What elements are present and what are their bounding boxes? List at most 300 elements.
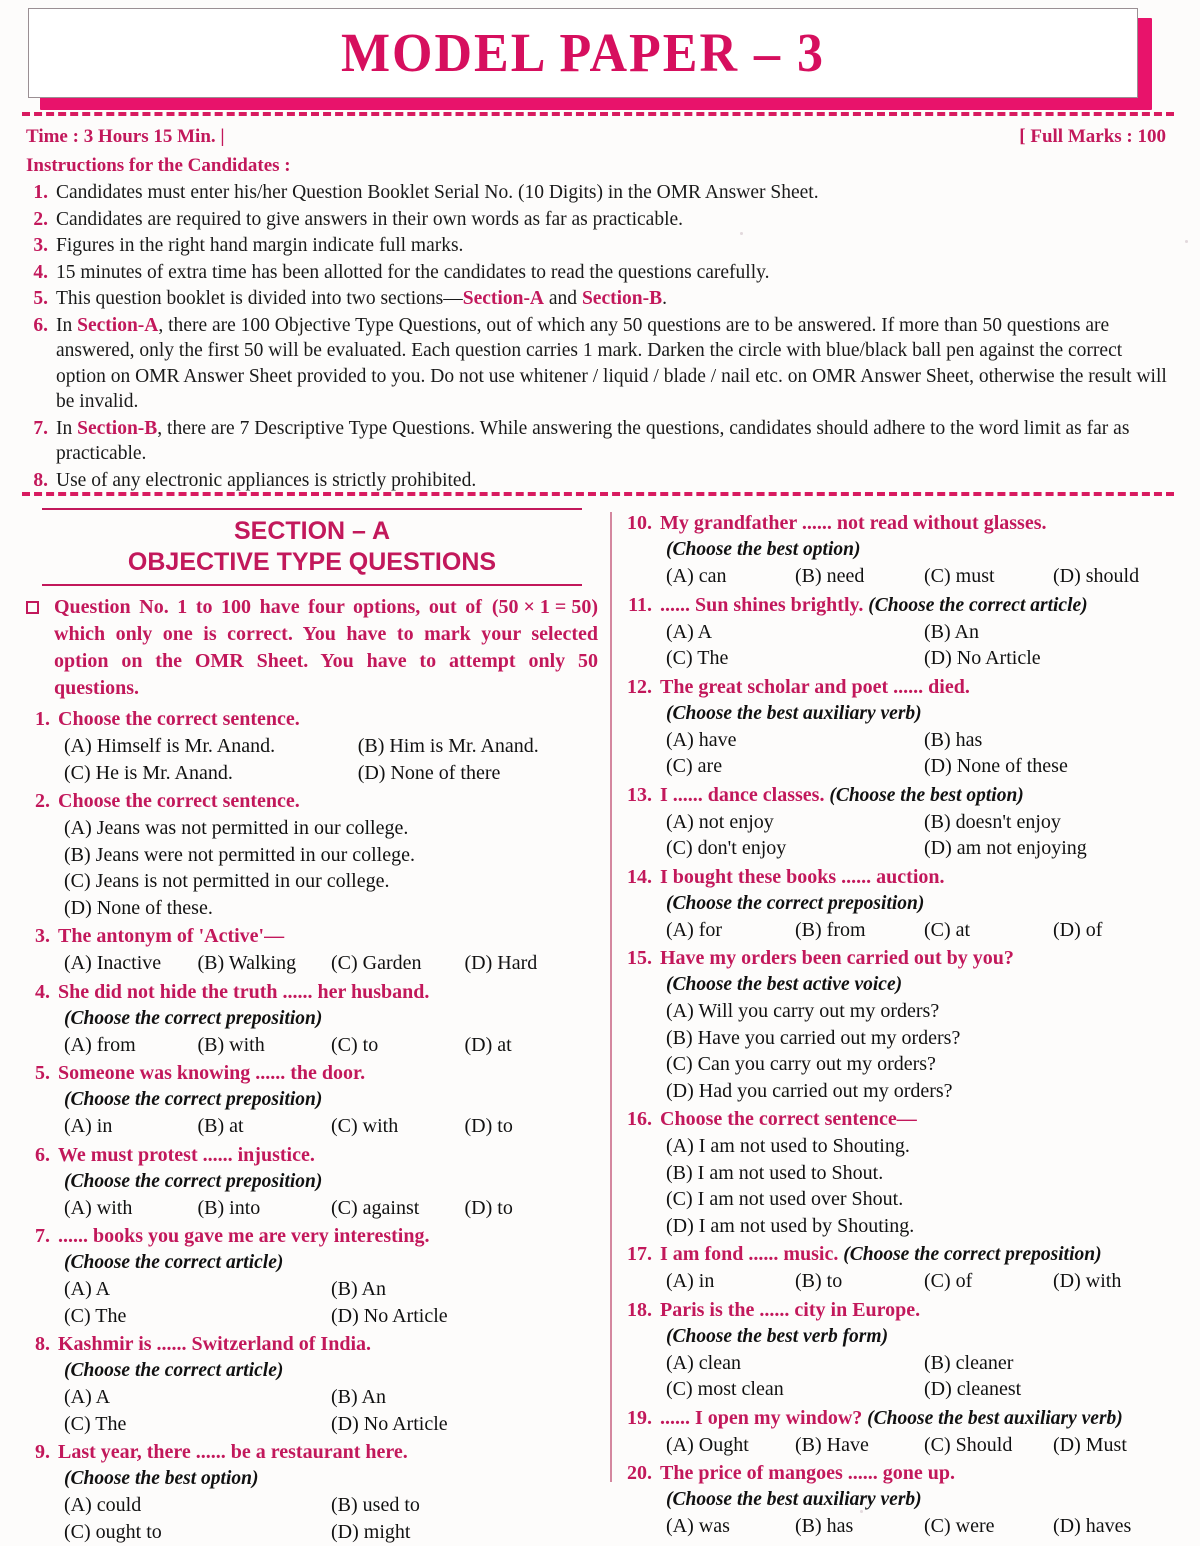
option[interactable]: (D) to (464, 1196, 513, 1219)
option[interactable]: (C) were (924, 1515, 995, 1537)
option-row (64, 842, 598, 869)
option[interactable]: (B) at (197, 1115, 244, 1137)
option[interactable]: (C) I am not used over Shout. (666, 1188, 904, 1210)
question-item (622, 782, 1182, 862)
question-item (20, 923, 598, 977)
option-group (660, 563, 1182, 590)
option[interactable]: (A) Himself is Mr. Anand. (64, 735, 276, 757)
option[interactable]: (B) Jeans were not permitted in our college. (64, 843, 415, 866)
option-group (58, 1492, 598, 1545)
question-item (622, 1460, 1182, 1540)
option-group (660, 1432, 1182, 1459)
option-row (64, 760, 598, 787)
question-instruction-inline: (Choose the best option) (824, 784, 1024, 806)
title-box (28, 8, 1138, 98)
question-body (58, 1223, 598, 1329)
question-number: 17. (627, 1243, 652, 1265)
option-row (64, 950, 598, 977)
question-item (622, 864, 1182, 944)
question-item (20, 1439, 598, 1545)
question-stem: Last year, there ...... be a restaurant here. (58, 1441, 408, 1463)
option-row (666, 917, 1182, 944)
question-number: 6. (35, 1143, 50, 1166)
option[interactable]: (A) A (64, 1278, 111, 1300)
question-number: 8. (35, 1333, 50, 1355)
option[interactable]: (B) has (795, 1515, 854, 1537)
option-group (660, 1350, 1182, 1403)
instruction-item (30, 313, 1170, 415)
question-stem: Someone was knowing ...... the door. (58, 1062, 366, 1084)
question-body (58, 1060, 598, 1140)
question-instruction-inline: (Choose the best auxiliary verb) (862, 1407, 1123, 1429)
question-stem: I bought these books ...... auction. (660, 865, 945, 888)
question-number: 11. (628, 593, 652, 616)
option[interactable]: (C) The (64, 1304, 127, 1327)
question-number: 20. (627, 1462, 652, 1484)
option[interactable]: (C) are (666, 755, 723, 777)
option[interactable]: (C) must (924, 565, 995, 587)
option-group (58, 1276, 598, 1329)
option-row (666, 563, 1182, 590)
question-number: 3. (35, 925, 50, 947)
option[interactable]: (C) The (666, 647, 729, 669)
bullet-square-icon (26, 594, 54, 619)
question-text (58, 788, 598, 815)
question-body (58, 706, 598, 786)
scan-speck (860, 1510, 863, 1513)
option[interactable]: (C) He is Mr. Anand. (64, 761, 233, 784)
option-row (666, 1213, 1182, 1240)
question-item (622, 945, 1182, 1104)
question-text (58, 979, 598, 1006)
instruction-number: 6. (33, 314, 48, 336)
option[interactable]: (A) clean (666, 1351, 741, 1374)
question-text (660, 674, 1182, 701)
instruction-number: 5. (33, 288, 48, 309)
question-body (660, 1460, 1182, 1540)
section-preamble (26, 594, 598, 702)
option[interactable]: (D) at (464, 1033, 512, 1056)
instruction-item (30, 207, 1170, 233)
option[interactable]: (A) Jeans was not permitted in our college. (64, 817, 409, 839)
instruction-number: 2. (33, 208, 48, 230)
option-row (64, 733, 598, 760)
instruction-number: 4. (33, 261, 48, 283)
question-stem: The antonym of 'Active'— (58, 925, 285, 947)
question-item (622, 1106, 1182, 1239)
option[interactable]: (D) to (464, 1115, 513, 1137)
question-text (660, 1460, 1182, 1487)
instruction-item (30, 468, 1170, 494)
question-instruction: (Choose the best option) (64, 1468, 259, 1489)
question-text (58, 706, 598, 733)
option[interactable]: (B) to (795, 1270, 843, 1292)
option[interactable]: (B) An (331, 1386, 386, 1408)
option[interactable]: (D) with (1053, 1270, 1122, 1292)
option[interactable]: (C) ought to (64, 1520, 162, 1543)
question-stem: Have my orders been carried out by you? (660, 947, 1014, 969)
question-instruction: (Choose the best active voice) (666, 974, 903, 995)
option[interactable]: (A) not enjoy (666, 810, 774, 833)
question-instruction: (Choose the best option) (666, 539, 861, 560)
question-instruction: (Choose the correct preposition) (64, 1089, 323, 1110)
question-instruction-inline: (Choose the correct article) (863, 594, 1088, 616)
option-row (64, 815, 598, 842)
preamble-body: Question No. 1 to 100 have four options, out of which only one is correct. You have to mark your selected option on the OMR Sheet. You have to attempt only 50 questions. (54, 596, 598, 699)
option[interactable]: (B) used to (331, 1494, 420, 1516)
question-text (660, 592, 1182, 619)
question-instruction: (Choose the correct preposition) (64, 1007, 323, 1029)
left-column (20, 508, 598, 1545)
section-heading-line2: OBJECTIVE TYPE QUESTIONS (127, 548, 497, 576)
option-group (58, 950, 598, 977)
option-group (58, 733, 598, 786)
question-instruction: (Choose the correct article) (64, 1360, 284, 1381)
question-item (622, 592, 1182, 672)
question-body (58, 1331, 598, 1437)
question-stem: The great scholar and poet ...... died. (660, 675, 970, 698)
question-body (660, 782, 1182, 862)
question-text (58, 1142, 598, 1169)
question-text (58, 1060, 598, 1087)
question-stem: ...... I open my window? (660, 1406, 863, 1429)
question-number: 19. (627, 1406, 652, 1429)
instruction-item (30, 180, 1170, 206)
option-row (64, 1113, 598, 1140)
option-row (666, 998, 1182, 1025)
question-stem: The price of mangoes ...... gone up. (660, 1462, 955, 1484)
question-stem: ...... Sun shines brightly. (660, 593, 864, 616)
question-item (20, 788, 598, 921)
question-body (660, 1106, 1182, 1239)
option[interactable]: (D) am not enjoying (924, 837, 1087, 859)
option[interactable]: (D) Had you carried out my orders? (666, 1079, 953, 1102)
question-body (660, 864, 1182, 944)
question-text (660, 1405, 1182, 1432)
option[interactable]: (D) haves (1053, 1515, 1132, 1537)
instruction-text: Candidates are required to give answers in their own words as far as practicable. (56, 208, 684, 230)
option-group (660, 1268, 1182, 1295)
dashed-divider-top (22, 112, 1174, 116)
question-number: 12. (627, 675, 652, 698)
option[interactable]: (C) at (924, 918, 971, 941)
question-number: 15. (627, 947, 652, 969)
question-instruction: (Choose the best verb form) (666, 1325, 889, 1347)
option[interactable]: (B) An (924, 620, 979, 643)
question-number: 2. (35, 790, 50, 812)
option-row (64, 1195, 598, 1222)
option-row (666, 1350, 1182, 1377)
option[interactable]: (B) Him is Mr. Anand. (357, 735, 539, 757)
scan-speck (1185, 240, 1188, 243)
question-text (660, 864, 1182, 891)
question-body (660, 674, 1182, 780)
option[interactable]: (B) need (795, 565, 865, 587)
question-body (58, 1142, 598, 1222)
option-row (64, 868, 598, 895)
question-body (58, 979, 598, 1059)
question-number: 7. (35, 1225, 50, 1247)
instruction-text: This question booklet is divided into two sections—Section-A and Section-B. (56, 288, 667, 309)
option-group (660, 917, 1182, 944)
question-instruction: (Choose the best auxiliary verb) (666, 702, 922, 724)
option[interactable]: (D) None of these. (64, 896, 213, 919)
option[interactable]: (B) Walking (197, 952, 297, 974)
question-number: 16. (627, 1108, 652, 1130)
question-number: 4. (35, 980, 50, 1003)
question-text (58, 1439, 598, 1466)
option-group (58, 815, 598, 921)
question-body (660, 1297, 1182, 1403)
option-group (58, 1195, 598, 1222)
question-item (622, 1241, 1182, 1295)
question-stem: My grandfather ...... not read without glasses. (660, 512, 1047, 534)
option-group (58, 1032, 598, 1059)
option[interactable]: (A) in (666, 1270, 715, 1292)
option[interactable]: (B) cleaner (924, 1351, 1014, 1374)
question-item (622, 1405, 1182, 1459)
page-title: MODEL PAPER – 3 (340, 22, 826, 84)
option-group (58, 1384, 598, 1437)
question-instruction-inline: (Choose the correct preposition) (838, 1244, 1102, 1265)
option[interactable]: (B) I am not used to Shout. (666, 1161, 884, 1184)
option[interactable]: (A) have (666, 728, 737, 751)
option[interactable]: (B) An (331, 1278, 386, 1300)
option-group (660, 809, 1182, 862)
section-heading-line1: SECTION – A (233, 517, 391, 545)
option[interactable]: (B) from (795, 918, 866, 941)
question-body (660, 510, 1182, 590)
question-text (660, 1297, 1182, 1324)
question-item (622, 674, 1182, 780)
question-instruction: (Choose the correct preposition) (64, 1170, 323, 1192)
option[interactable]: (B) into (197, 1196, 261, 1219)
option-row (64, 1519, 598, 1546)
question-body (660, 1241, 1182, 1295)
option[interactable]: (C) don't enjoy (666, 837, 787, 859)
right-question-list (622, 510, 1182, 1540)
instruction-text: In Section-A, there are 100 Objective Type Questions, out of which any 50 questions are to be answered. If more than 50 questions are answered, only the first 50 will be evaluated. Each question carries 1 mark. Darken the circle with blue/black ball pen against the correct option on OMR Answer Sheet provided to you. Do not use whitener / liquid / blade / nail etc. on OMR Answer Sheet, otherwise the result will be invalid. (56, 314, 1167, 412)
question-number: 18. (627, 1298, 652, 1321)
instruction-item (30, 260, 1170, 286)
instruction-number: 1. (33, 182, 48, 203)
dashed-divider-middle (22, 492, 1174, 496)
question-stem: Paris is the ...... city in Europe. (660, 1298, 921, 1321)
option-row (666, 619, 1182, 646)
question-stem: ...... books you gave me are very interesting. (58, 1225, 430, 1247)
option-row (64, 1303, 598, 1330)
full-marks: [ Full Marks : 100 (1019, 126, 1166, 147)
question-stem: We must protest ...... injustice. (58, 1143, 315, 1166)
question-instruction: (Choose the correct preposition) (666, 892, 925, 914)
option[interactable]: (C) against (331, 1196, 420, 1219)
option-row (666, 835, 1182, 862)
question-body (660, 1405, 1182, 1459)
option-group (660, 1133, 1182, 1239)
option[interactable]: (C) most clean (666, 1378, 784, 1400)
question-stem: Choose the correct sentence— (660, 1108, 917, 1130)
question-item (20, 706, 598, 786)
option[interactable]: (B) has (924, 728, 983, 751)
option[interactable]: (D) should (1053, 565, 1140, 587)
left-question-list (20, 706, 598, 1545)
title-block (28, 8, 1148, 100)
option[interactable]: (D) Must (1053, 1433, 1127, 1456)
option[interactable]: (C) of (924, 1270, 973, 1292)
instruction-number: 8. (33, 469, 48, 491)
question-item (622, 510, 1182, 590)
instruction-text: Candidates must enter his/her Question Booklet Serial No. (10 Digits) in the OMR Answer Sheet. (56, 182, 819, 203)
instruction-text: In Section-B, there are 7 Descriptive Type Questions. While answering the questions, candidates should adhere to the word limit as far as practicable. (56, 417, 1130, 464)
instruction-text: Figures in the right hand margin indicate full marks. (56, 235, 464, 256)
option-row (666, 1078, 1182, 1105)
preamble-marks: (50 × 1 = 50) (491, 596, 598, 618)
question-body (660, 945, 1182, 1104)
instruction-item (30, 416, 1170, 467)
time-allotted: Time : 3 Hours 15 Min. | (26, 126, 225, 147)
option[interactable]: (A) Ought (666, 1433, 749, 1456)
option[interactable]: (C) to (331, 1033, 379, 1056)
option-row (666, 809, 1182, 836)
option[interactable]: (D) cleanest (924, 1378, 1022, 1400)
option[interactable]: (A) was (666, 1515, 730, 1537)
question-stem: She did not hide the truth ...... her husband. (58, 980, 430, 1003)
question-number: 14. (627, 865, 652, 888)
column-divider (610, 512, 612, 1482)
option[interactable]: (D) None of these (924, 755, 1068, 777)
option[interactable]: (B) Have (795, 1433, 869, 1456)
option[interactable]: (A) A (666, 620, 713, 643)
instruction-text: Use of any electronic appliances is strictly prohibited. (56, 469, 477, 491)
question-item (20, 1142, 598, 1222)
question-item (20, 979, 598, 1059)
option-row (64, 895, 598, 922)
question-instruction: (Choose the correct article) (64, 1252, 284, 1273)
question-body (660, 592, 1182, 672)
question-stem: Choose the correct sentence. (58, 790, 300, 812)
preamble-text (54, 594, 598, 702)
question-number: 10. (627, 512, 652, 534)
option[interactable]: (C) Jeans is not permitted in our college. (64, 870, 390, 892)
option[interactable]: (A) with (64, 1196, 133, 1219)
option-row (666, 1376, 1182, 1403)
section-heading (42, 510, 582, 584)
question-instruction: (Choose the best auxiliary verb) (666, 1489, 922, 1510)
question-item (20, 1060, 598, 1140)
option[interactable]: (C) Can you carry out my orders? (666, 1053, 936, 1075)
option[interactable]: (A) can (666, 565, 727, 587)
option-row (666, 1268, 1182, 1295)
option-row (64, 1492, 598, 1519)
option[interactable]: (D) No Article (924, 647, 1041, 669)
section-rule-bottom (42, 584, 582, 586)
option-row (64, 1032, 598, 1059)
option[interactable]: (D) might (331, 1520, 411, 1543)
meta-row (26, 126, 1166, 148)
option-group (660, 1513, 1182, 1540)
option[interactable]: (C) The (64, 1412, 127, 1435)
option-row (64, 1411, 598, 1438)
option-row (666, 727, 1182, 754)
question-item (622, 1297, 1182, 1403)
option[interactable]: (D) No Article (331, 1412, 448, 1435)
question-body (58, 923, 598, 977)
question-number: 13. (627, 783, 652, 806)
question-text (660, 510, 1182, 537)
option[interactable]: (B) with (197, 1033, 265, 1056)
question-text (660, 1106, 1182, 1133)
option-row (666, 1133, 1182, 1160)
question-body (58, 1439, 598, 1545)
option[interactable]: (D) No Article (331, 1304, 448, 1327)
question-text (58, 1223, 598, 1250)
instruction-text: 15 minutes of extra time has been allotted for the candidates to read the questions carefully. (56, 261, 770, 283)
option-row (64, 1276, 598, 1303)
option-row (666, 1025, 1182, 1052)
option[interactable]: (B) Have you carried out my orders? (666, 1026, 961, 1049)
option[interactable]: (C) Should (924, 1433, 1013, 1456)
question-number: 1. (35, 708, 50, 730)
question-text (58, 1331, 598, 1358)
question-text (660, 782, 1182, 809)
instruction-number: 3. (33, 235, 48, 256)
option-group (660, 727, 1182, 780)
option[interactable]: (C) Garden (331, 952, 422, 974)
instructions-list (30, 180, 1170, 494)
option-row (666, 1160, 1182, 1187)
instructions-heading: Instructions for the Candidates : (26, 155, 291, 176)
question-stem: Choose the correct sentence. (58, 708, 300, 730)
option[interactable]: (D) I am not used by Shouting. (666, 1214, 915, 1237)
option-row (666, 1432, 1182, 1459)
option[interactable]: (A) for (666, 918, 723, 941)
question-item (20, 1223, 598, 1329)
option[interactable]: (A) I am not used to Shouting. (666, 1135, 910, 1157)
option-row (666, 645, 1182, 672)
option[interactable]: (B) doesn't enjoy (924, 810, 1061, 833)
option[interactable]: (A) Will you carry out my orders? (666, 1000, 940, 1022)
option-row (64, 1384, 598, 1411)
instruction-item (30, 286, 1170, 312)
option[interactable]: (A) from (64, 1033, 136, 1056)
option[interactable]: (A) Inactive (64, 952, 162, 974)
option[interactable]: (C) with (331, 1115, 399, 1137)
option-row (666, 1513, 1182, 1540)
question-text (660, 945, 1182, 972)
option[interactable]: (D) None of there (357, 761, 501, 784)
question-stem: Kashmir is ...... Switzerland of India. (58, 1333, 371, 1355)
option[interactable]: (D) of (1053, 918, 1103, 941)
instruction-item (30, 233, 1170, 259)
question-text (58, 923, 598, 950)
scan-speck (740, 232, 743, 235)
question-number: 9. (35, 1441, 50, 1463)
option-group (660, 998, 1182, 1104)
option[interactable]: (D) Hard (464, 952, 538, 974)
option-group (58, 1113, 598, 1140)
question-body (58, 788, 598, 921)
option[interactable]: (A) A (64, 1386, 111, 1408)
question-stem: I ...... dance classes. (660, 783, 825, 806)
instruction-number: 7. (33, 417, 48, 439)
question-stem: I am fond ...... music. (660, 1243, 839, 1265)
option[interactable]: (A) could (64, 1494, 142, 1516)
option-row (666, 1186, 1182, 1213)
right-column (622, 508, 1182, 1540)
option[interactable]: (A) in (64, 1115, 113, 1137)
question-item (20, 1331, 598, 1437)
question-number: 5. (35, 1062, 50, 1084)
